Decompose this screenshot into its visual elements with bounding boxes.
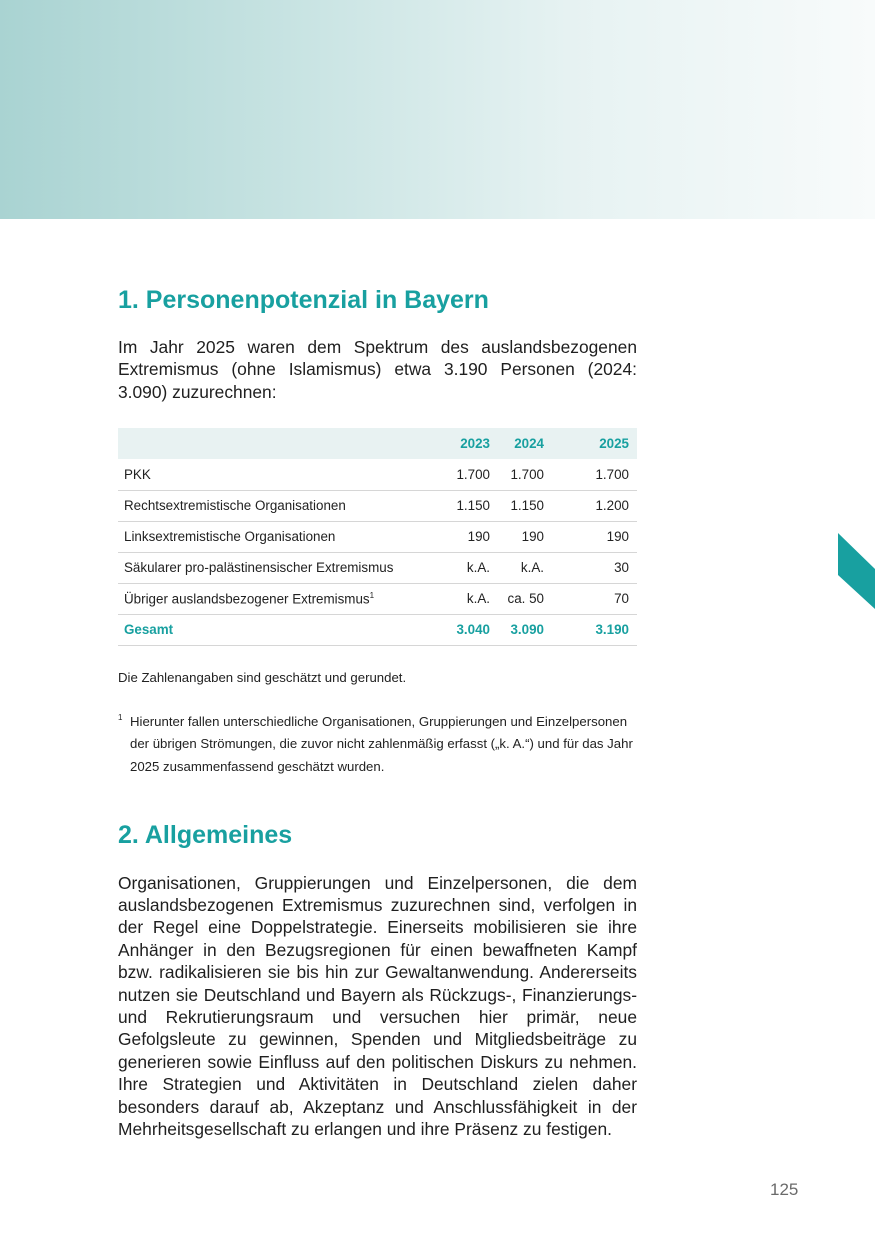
row-value-2023: 190 [448, 521, 498, 552]
total-value-2025: 3.190 [552, 614, 637, 645]
row-label: Rechtsextremistische Organisationen [118, 490, 448, 521]
table-row [118, 583, 637, 614]
table-note: Die Zahlenangaben sind geschätzt und gerundet. [118, 669, 407, 685]
row-value-2023: k.A. [448, 583, 498, 614]
row-value-2024: 1.700 [498, 459, 552, 490]
footnote [118, 711, 637, 779]
row-value-2023: 1.700 [448, 459, 498, 490]
page-content [118, 284, 637, 1140]
table-header-row [118, 428, 637, 459]
table-row [118, 490, 637, 521]
table-row [118, 459, 637, 490]
section-2-body: Organisationen, Gruppierungen und Einzelpersonen, die dem auslandsbezogenen Extremismus zuzurechnen sind, verfolgen in der Regel eine Doppelstrategie. Einerseits mobilisieren sie ihre Anhänger in den Bezugsregionen für einen bewaffneten Kampf bzw. radikalisieren sie bis hin zur Gewaltanwendung. Andererseits nutzen sie Deutschland und Bayern als Rückzugs-, Finanzierungs- und Rekrutierungsraum und versuchen hier primär, neue Gefolgsleute zu gewinnen, Spenden und Mitgliedsbeiträge zu generieren sowie Einfluss auf den politischen Diskurs zu nehmen. Ihre Strategien und Aktivitäten in Deutschland zielen daher besonders darauf ab, Akzeptanz und Anschlussfähigkeit in der Mehrheitsgesellschaft zu erlangen und ihre Präsenz zu festigen. [118, 872, 637, 1139]
footnote-mark: 1 [118, 712, 123, 722]
row-label: PKK [118, 459, 448, 490]
row-label: Übriger auslandsbezogener Extremismus [124, 591, 370, 607]
table-header-2023: 2023 [460, 436, 490, 452]
row-value-2024: 1.150 [498, 490, 552, 521]
personenpotenzial-table [118, 428, 637, 646]
row-value-2024: k.A. [498, 552, 552, 583]
row-label: Linksextremistische Organisationen [118, 521, 448, 552]
row-value-2024: 190 [498, 521, 552, 552]
table-row [118, 521, 637, 552]
table-header-2024: 2024 [514, 436, 544, 452]
footnote-text: Hierunter fallen unterschiedliche Organisationen, Gruppierungen und Einzelpersonen der übrigen Strömungen, die zuvor nicht zahlenmäßig erfasst („k. A.“) und für das Jahr 2025 zusammenfassend geschätzt wurden. [130, 713, 633, 774]
section-2-title: 2. Allgemeines [118, 820, 293, 849]
row-label: Säkularer pro-palästinensischer Extremismus [118, 552, 448, 583]
footnote-reference: 1 [369, 590, 375, 600]
section-1-intro: Im Jahr 2025 waren dem Spektrum des auslandsbezogenen Extremismus (ohne Islamismus) etwa 3.190 Personen (2024: 3.090) zuzurechnen: [118, 337, 637, 402]
row-value-2023: 1.150 [448, 490, 498, 521]
row-value-2025: 70 [552, 583, 637, 614]
section-2 [118, 819, 637, 1141]
chapter-tab-marker [838, 533, 875, 609]
page-number: 125 [770, 1180, 799, 1199]
row-label-with-footnote [118, 583, 448, 614]
row-value-2025: 1.200 [552, 490, 637, 521]
table-header-label [118, 428, 448, 459]
row-value-2025: 1.700 [552, 459, 637, 490]
total-label: Gesamt [118, 614, 448, 645]
row-value-2023: k.A. [448, 552, 498, 583]
row-value-2025: 190 [552, 521, 637, 552]
row-value-2025: 30 [552, 552, 637, 583]
table-header-2025: 2025 [599, 436, 629, 452]
header-gradient-band [0, 0, 875, 219]
table-row [118, 552, 637, 583]
row-value-2024: ca. 50 [498, 583, 552, 614]
table-total-row [118, 614, 637, 645]
total-value-2024: 3.090 [498, 614, 552, 645]
total-value-2023: 3.040 [448, 614, 498, 645]
section-1-title: 1. Personenpotenzial in Bayern [118, 286, 489, 314]
